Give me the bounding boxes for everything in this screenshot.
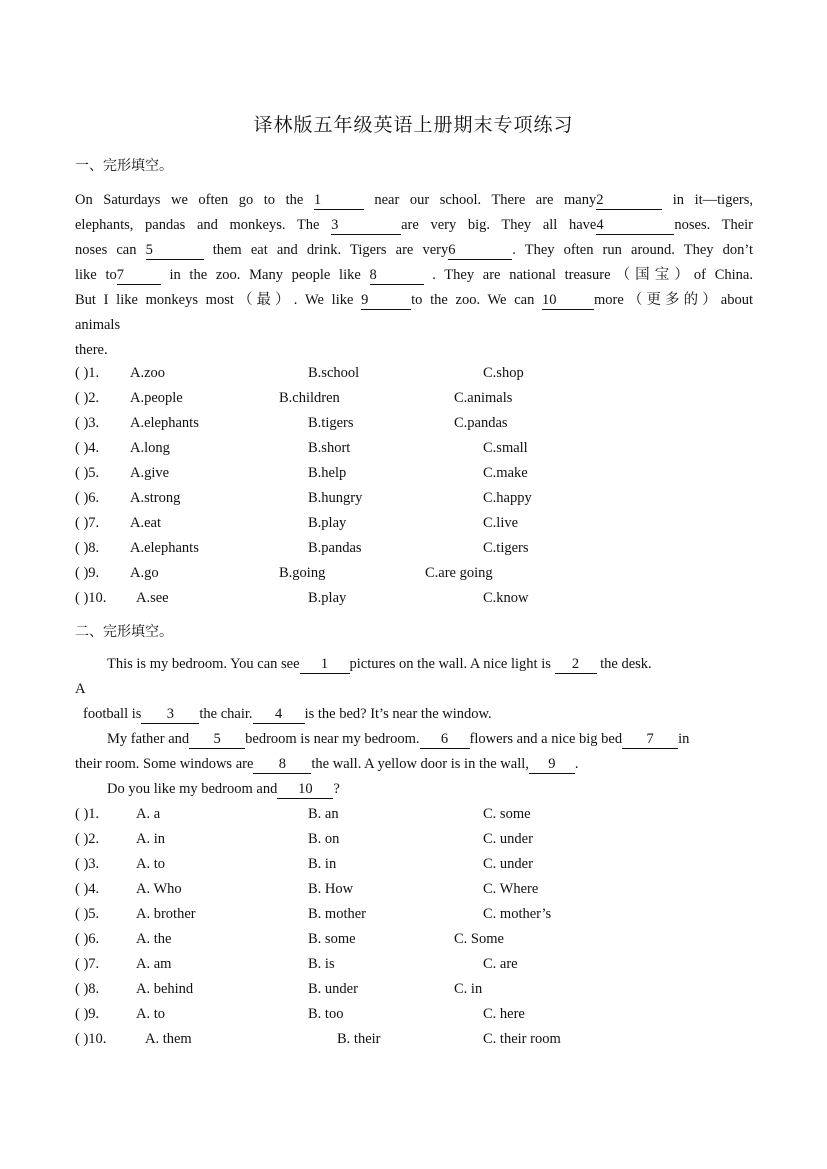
blank-8: 8 — [253, 756, 311, 774]
blank-7: 7 — [117, 267, 161, 285]
blank-1: 1 — [314, 192, 364, 210]
passage-line — [75, 263, 753, 288]
passage-line: there. — [75, 342, 108, 358]
question-number: ( )1. — [75, 365, 100, 381]
section2-heading: 二、完形填空。 — [75, 624, 173, 640]
page-title: 译林版五年级英语上册期末专项练习 — [253, 114, 574, 136]
passage-text: pictures on the wall. A nice light is — [349, 656, 555, 672]
blank-3: 3 — [141, 706, 199, 724]
passage-text: My father and — [107, 731, 190, 747]
passage-line — [75, 756, 579, 774]
blank-9: 9 — [361, 292, 411, 310]
option-a: A. am — [136, 956, 172, 972]
blank-4: 4 — [596, 217, 674, 235]
passage-text: more（更多的）about — [594, 292, 753, 308]
question-number: ( )5. — [75, 906, 100, 922]
option-a: A. them — [145, 1031, 192, 1047]
option-b: B. on — [308, 831, 340, 847]
blank-4: 4 — [253, 706, 305, 724]
question-number: ( )6. — [75, 490, 100, 506]
option-a: A.long — [130, 440, 170, 456]
option-c: C. Where — [483, 881, 539, 897]
option-c: C. mother’s — [483, 906, 552, 922]
option-c: C. their room — [483, 1031, 561, 1047]
passage-text: in — [678, 731, 690, 747]
option-b: B.children — [279, 390, 340, 406]
question-number: ( )4. — [75, 881, 100, 897]
blank-6: 6 — [448, 242, 512, 260]
option-b: B.tigers — [308, 415, 354, 431]
blank-3: 3 — [331, 217, 401, 235]
section1-heading: 一、完形填空。 — [75, 158, 173, 174]
question-number: ( )5. — [75, 465, 100, 481]
option-b: B. is — [308, 956, 335, 972]
option-a: A.give — [130, 465, 170, 481]
option-b: B. mother — [308, 906, 366, 922]
question-number: ( )8. — [75, 981, 100, 997]
blank-2: 2 — [596, 192, 662, 210]
passage-text: . They are national treasure（国宝）of China. — [423, 267, 753, 283]
question-number: ( )3. — [75, 856, 100, 872]
passage-text: the desk. — [596, 656, 652, 672]
passage-text: them eat and drink. Tigers are very — [203, 242, 449, 258]
passage-text: . — [574, 756, 579, 772]
passage-text: Do you like my bedroom and — [107, 781, 278, 797]
passage-text: is the bed? It’s near the window. — [304, 706, 492, 722]
option-c: C.are going — [425, 565, 493, 581]
option-b: B.play — [308, 590, 347, 606]
option-c: C.live — [483, 515, 519, 531]
option-c: C.pandas — [454, 415, 508, 431]
question-number: ( )6. — [75, 931, 100, 947]
question-number: ( )3. — [75, 415, 100, 431]
passage-text: But I like monkeys most（最）. We like — [75, 292, 362, 308]
passage-text: elephants, pandas and monkeys. The — [75, 217, 332, 233]
passage-text: near our school. There are many — [363, 192, 597, 208]
passage-text: in it—tigers, — [662, 192, 753, 208]
option-a: A.people — [130, 390, 183, 406]
option-a: A. in — [136, 831, 165, 847]
question-number: ( )7. — [75, 515, 100, 531]
question-number: ( )4. — [75, 440, 100, 456]
passage-text: are very big. They all have — [401, 217, 597, 233]
passage-text: noses can — [75, 242, 146, 258]
option-b: B. under — [308, 981, 358, 997]
passage-text: the chair. — [199, 706, 253, 722]
question-number: ( )9. — [75, 1006, 100, 1022]
passage-line — [75, 213, 753, 238]
passage-line — [107, 781, 340, 799]
option-b: B.hungry — [308, 490, 363, 506]
question-number: ( )9. — [75, 565, 100, 581]
option-c: C.know — [483, 590, 529, 606]
passage-line — [75, 188, 753, 213]
passage-text: On Saturdays we often go to the — [75, 192, 314, 208]
option-b: B. an — [308, 806, 339, 822]
blank-10: 10 — [277, 781, 333, 799]
option-c: C.shop — [483, 365, 524, 381]
passage-text: football is — [83, 706, 142, 722]
option-c: C.tigers — [483, 540, 529, 556]
option-a: A. a — [136, 806, 161, 822]
passage-text: This is my bedroom. You can see — [107, 656, 300, 672]
passage-text: like to — [75, 267, 117, 283]
option-a: A.see — [136, 590, 169, 606]
passage-text: flowers and a nice big bed — [469, 731, 623, 747]
option-a: A.elephants — [130, 415, 199, 431]
passage-text: . They often run around. They don’t — [512, 242, 754, 258]
option-b: B.pandas — [308, 540, 362, 556]
question-number: ( )1. — [75, 806, 100, 822]
option-b: B.play — [308, 515, 347, 531]
option-c: C. Some — [454, 931, 504, 947]
question-number: ( )10. — [75, 1031, 107, 1047]
passage-text: ? — [333, 781, 340, 797]
blank-8: 8 — [370, 267, 424, 285]
question-number: ( )10. — [75, 590, 107, 606]
passage-line — [75, 238, 753, 263]
option-c: C.animals — [454, 390, 513, 406]
option-b: B.short — [308, 440, 351, 456]
option-c: C. here — [483, 1006, 525, 1022]
option-b: B. too — [308, 1006, 344, 1022]
passage-text: in the zoo. Many people like — [160, 267, 370, 283]
option-a: A.elephants — [130, 540, 199, 556]
blank-6: 6 — [420, 731, 470, 749]
option-c: C. under — [483, 831, 533, 847]
question-number: ( )8. — [75, 540, 100, 556]
option-c: C. in — [454, 981, 483, 997]
option-c: C.happy — [483, 490, 532, 506]
question-number: ( )2. — [75, 390, 100, 406]
option-b: B. in — [308, 856, 337, 872]
option-a: A.eat — [130, 515, 161, 531]
passage-line — [75, 288, 753, 313]
passage-text: their room. Some windows are — [75, 756, 254, 772]
option-c: C. some — [483, 806, 531, 822]
option-b: B. How — [308, 881, 354, 897]
option-b: B. their — [337, 1031, 381, 1047]
passage-text: noses. Their — [674, 217, 753, 233]
option-a: A.zoo — [130, 365, 166, 381]
passage-text: to the zoo. We can — [411, 292, 543, 308]
passage-line: A — [75, 681, 86, 697]
passage-line — [107, 656, 652, 674]
question-number: ( )7. — [75, 956, 100, 972]
blank-9: 9 — [529, 756, 575, 774]
option-c: C. are — [483, 956, 518, 972]
option-a: A.strong — [130, 490, 181, 506]
blank-5: 5 — [146, 242, 204, 260]
option-a: A. the — [136, 931, 172, 947]
option-a: A. brother — [136, 906, 196, 922]
blank-10: 10 — [542, 292, 594, 310]
section1-passage — [75, 188, 753, 363]
option-c: C.make — [483, 465, 528, 481]
blank-2: 2 — [555, 656, 597, 674]
blank-1: 1 — [300, 656, 350, 674]
option-a: A. to — [136, 1006, 165, 1022]
passage-line — [83, 706, 492, 724]
passage-line: animals — [75, 317, 121, 333]
option-a: A.go — [130, 565, 159, 581]
passage-text: bedroom is near my bedroom. — [245, 731, 420, 747]
option-b: B.school — [308, 365, 360, 381]
passage-text: the wall. A yellow door is in the wall, — [311, 756, 529, 772]
blank-5: 5 — [189, 731, 245, 749]
option-a: A. behind — [136, 981, 194, 997]
passage-line — [107, 731, 689, 749]
option-a: A. to — [136, 856, 165, 872]
option-c: C. under — [483, 856, 533, 872]
option-c: C.small — [483, 440, 528, 456]
blank-7: 7 — [622, 731, 678, 749]
option-a: A. Who — [136, 881, 182, 897]
option-b: B. some — [308, 931, 356, 947]
question-number: ( )2. — [75, 831, 100, 847]
option-b: B.help — [308, 465, 347, 481]
option-b: B.going — [279, 565, 326, 581]
